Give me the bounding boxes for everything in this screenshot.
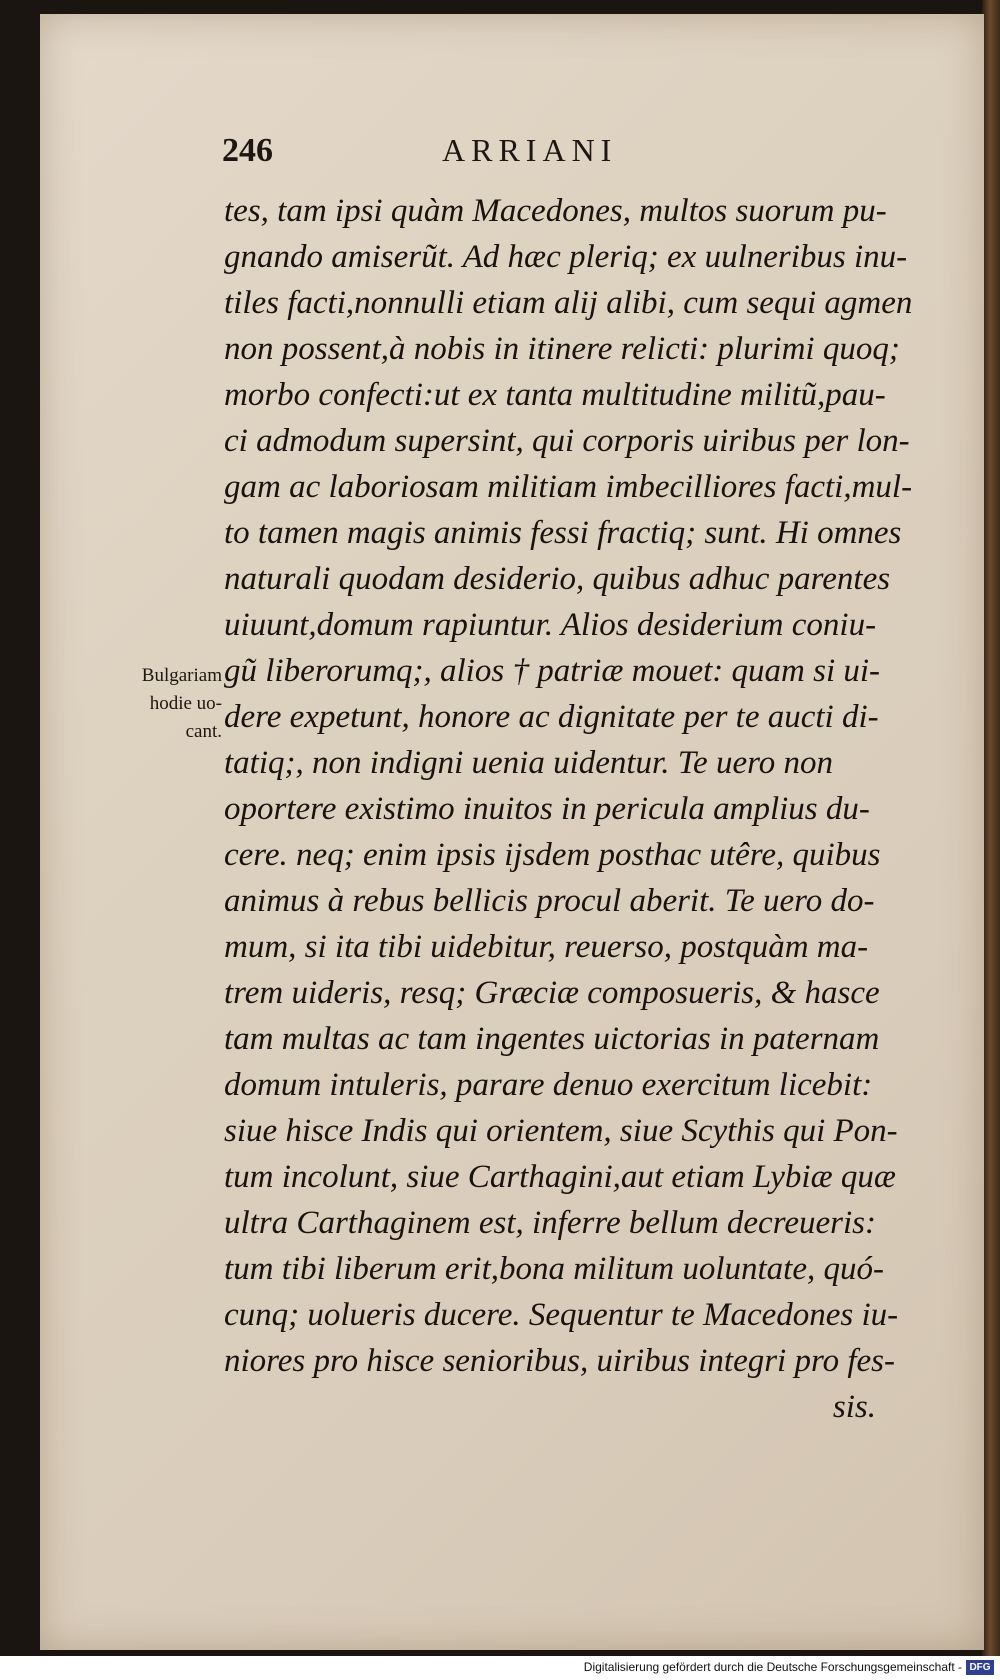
text-line: uiuunt,domum rapiuntur. Alios desiderium coniu- bbox=[224, 607, 877, 643]
text-line: tes, tam ipsi quàm Macedones, multos suorum pu- bbox=[224, 193, 887, 229]
book-edge bbox=[982, 0, 1000, 1656]
text-line: tum tibi liberum erit,bona militum uoluntate, quó- bbox=[224, 1251, 884, 1287]
marginal-note bbox=[82, 662, 222, 746]
text-line: dere expetunt, honore ac dignitate per te aucti di- bbox=[224, 699, 879, 735]
text-line: oportere existimo inuitos in pericula amplius du- bbox=[224, 791, 870, 827]
marginal-note-line: hodie uo- bbox=[149, 693, 222, 714]
text-line: tiles facti,nonnulli etiam alij alibi, cum sequi agmen bbox=[224, 285, 913, 321]
page-number: 246 bbox=[222, 132, 273, 169]
text-line: cunq; uolueris ducere. Sequentur te Macedones iu- bbox=[224, 1297, 899, 1333]
text-line: cere. neq; enim ipsis ijsdem posthac utêre, quibus bbox=[224, 837, 881, 873]
text-line: to tamen magis animis fessi fractiq; sunt. Hi omnes bbox=[224, 515, 902, 551]
page-header bbox=[222, 120, 862, 180]
text-line: animus à rebus bellicis procul aberit. Te uero do- bbox=[224, 883, 875, 919]
text-line: ci admodum supersint, qui corporis uiribus per lon- bbox=[224, 423, 910, 459]
text-line: tum incolunt, siue Carthagini,aut etiam Lybiæ quæ bbox=[224, 1159, 896, 1195]
text-line: trem uideris, resq; Græciæ composueris, & hasce bbox=[224, 975, 880, 1011]
text-line: tam multas ac tam ingentes uictorias in paternam bbox=[224, 1021, 880, 1057]
text-line: naturali quodam desiderio, quibus adhuc parentes bbox=[224, 561, 891, 597]
text-line: gam ac laboriosam militiam imbecilliores facti,mul- bbox=[224, 469, 913, 505]
text-line: niores pro hisce senioribus, uiribus integri pro fes- bbox=[224, 1343, 895, 1379]
text-line: morbo confecti:ut ex tanta multitudine militũ,pau- bbox=[224, 377, 886, 413]
text-line: non possent,à nobis in itinere relicti: plurimi quoq; bbox=[224, 331, 900, 367]
text-line: gũ liberorumq;, alios † patriæ mouet: quam si ui- bbox=[224, 653, 881, 689]
text-line: domum intuleris, parare denuo exercitum licebit: bbox=[224, 1067, 873, 1103]
text-line: ultra Carthaginem est, inferre bellum decreueris: bbox=[224, 1205, 876, 1241]
text-line: tatiq;, non indigni uenia uidentur. Te uero non bbox=[224, 745, 833, 781]
dfg-logo-icon: DFG bbox=[966, 1660, 994, 1675]
text-line-last: sis. bbox=[832, 1389, 876, 1425]
body-text bbox=[224, 188, 924, 1430]
funding-credit: Digitalisierung gefördert durch die Deutsche Forschungsgemeinschaft - bbox=[583, 1660, 962, 1674]
marginal-note-line: Bulgariam bbox=[141, 665, 222, 686]
text-line: gnando amiserũt. Ad hæc pleriq; ex uulneribus inu- bbox=[224, 239, 908, 275]
text-line: siue hisce Indis qui orientem, siue Scythis qui Pon- bbox=[224, 1113, 898, 1149]
running-title: ARRIANI bbox=[442, 132, 618, 168]
text-line: mum, si ita tibi uidebitur, reuerso, postquàm ma- bbox=[224, 929, 869, 965]
digitization-footer bbox=[0, 1656, 1000, 1680]
marginal-note-line: cant. bbox=[185, 721, 222, 742]
